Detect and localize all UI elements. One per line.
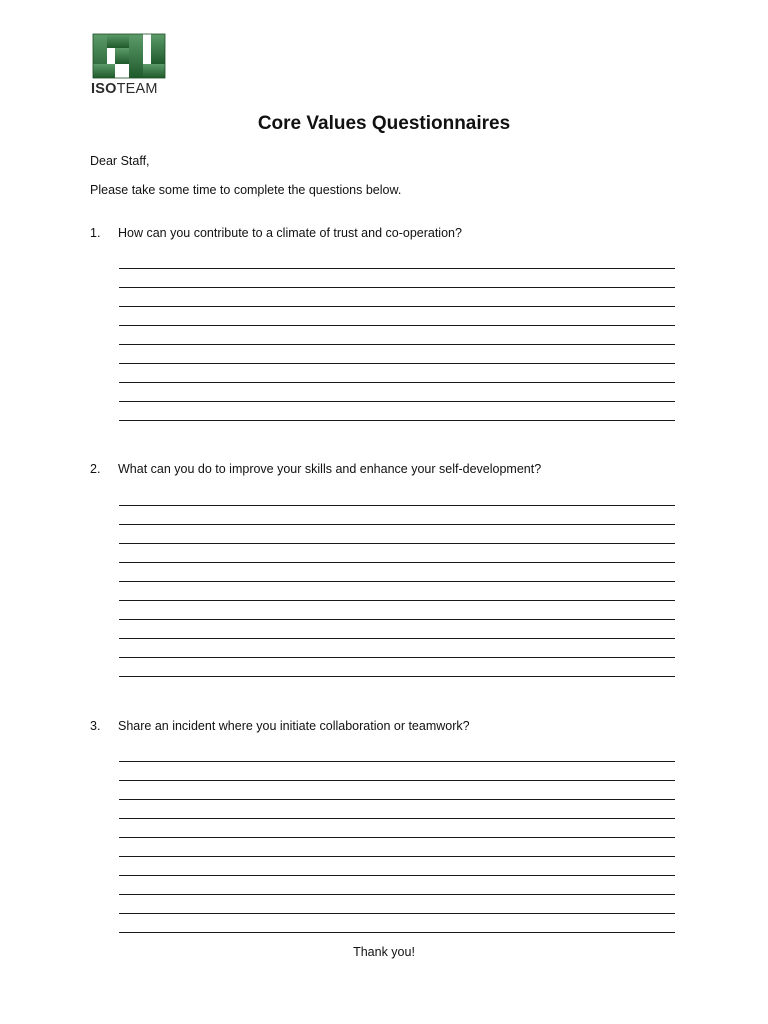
answer-line[interactable]	[119, 838, 675, 857]
answer-line[interactable]	[119, 525, 675, 544]
answer-line[interactable]	[119, 781, 675, 800]
answer-area-2[interactable]	[119, 487, 675, 677]
answer-line[interactable]	[119, 639, 675, 658]
answer-line[interactable]	[119, 269, 675, 288]
question-text: How can you contribute to a climate of trust and co-operation?	[118, 226, 462, 240]
logo-wordmark	[91, 81, 171, 97]
intro-text: Please take some time to complete the questions below.	[90, 183, 402, 197]
answer-line[interactable]	[119, 383, 675, 402]
answer-line[interactable]	[119, 250, 675, 269]
answer-line[interactable]	[119, 307, 675, 326]
greeting-text: Dear Staff,	[90, 154, 150, 168]
answer-line[interactable]	[119, 326, 675, 345]
answer-line[interactable]	[119, 857, 675, 876]
answer-line[interactable]	[119, 800, 675, 819]
isoteam-logo-mark-icon	[91, 32, 167, 80]
closing-text: Thank you!	[353, 945, 415, 959]
question-text: What can you do to improve your skills and enhance your self-development?	[118, 462, 542, 476]
question-number: 3.	[90, 719, 101, 733]
logo-text-regular: TEAM	[116, 81, 158, 97]
question-number: 1.	[90, 226, 101, 240]
answer-line[interactable]	[119, 895, 675, 914]
company-logo	[91, 32, 171, 98]
answer-line[interactable]	[119, 364, 675, 383]
answer-line[interactable]	[119, 288, 675, 307]
answer-area-1[interactable]	[119, 250, 675, 421]
answer-line[interactable]	[119, 345, 675, 364]
answer-line[interactable]	[119, 563, 675, 582]
answer-line[interactable]	[119, 743, 675, 762]
answer-line[interactable]	[119, 914, 675, 933]
question-text: Share an incident where you initiate collaboration or teamwork?	[118, 719, 470, 733]
question-number: 2.	[90, 462, 101, 476]
answer-line[interactable]	[119, 582, 675, 601]
answer-line[interactable]	[119, 762, 675, 781]
answer-area-3[interactable]	[119, 743, 675, 933]
logo-text-bold: ISO	[91, 81, 117, 97]
answer-line[interactable]	[119, 876, 675, 895]
answer-line[interactable]	[119, 544, 675, 563]
page-title: Core Values Questionnaires	[257, 113, 511, 134]
answer-line[interactable]	[119, 658, 675, 677]
answer-line[interactable]	[119, 402, 675, 421]
answer-line[interactable]	[119, 487, 675, 506]
answer-line[interactable]	[119, 620, 675, 639]
answer-line[interactable]	[119, 601, 675, 620]
answer-line[interactable]	[119, 819, 675, 838]
answer-line[interactable]	[119, 506, 675, 525]
